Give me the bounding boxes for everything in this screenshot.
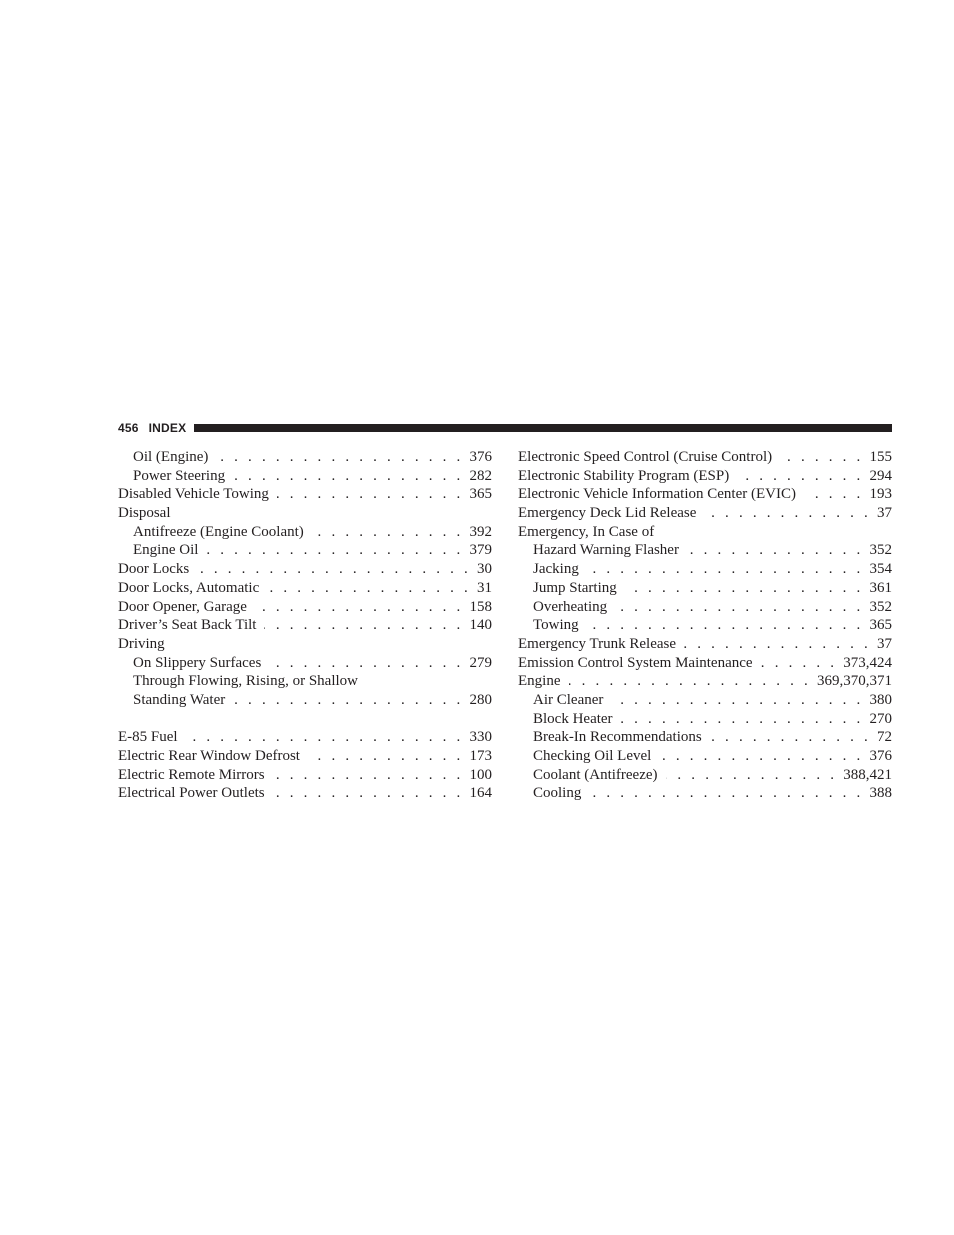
entry-label: E-85 Fuel xyxy=(118,729,178,746)
entry-page-ref: 30 xyxy=(477,561,492,578)
dot-leader xyxy=(186,728,464,747)
entry-page-ref: 376 xyxy=(869,748,892,764)
index-entry xyxy=(118,728,492,747)
index-entry xyxy=(518,654,892,673)
index-entry xyxy=(518,635,892,654)
entry-label: Emergency Trunk Release xyxy=(518,635,677,652)
index-entry xyxy=(118,485,492,504)
entry-label: Power Steering xyxy=(133,467,226,484)
dot-leader xyxy=(233,467,463,486)
entry-label: Electronic Speed Control (Cruise Control) xyxy=(518,449,773,465)
index-subentry xyxy=(518,728,892,747)
index-subentry xyxy=(118,691,492,710)
entry-page-ref: 282 xyxy=(469,467,492,484)
entry-page-ref: 388,421 xyxy=(843,766,892,783)
entry-page-ref: 280 xyxy=(469,691,492,708)
dot-leader xyxy=(312,523,464,542)
index-entry xyxy=(118,598,492,617)
dot-leader xyxy=(569,672,812,691)
entry-page-ref: 365 xyxy=(869,617,892,634)
index-subentry xyxy=(118,523,492,542)
index-entry xyxy=(118,504,492,523)
index-subentry xyxy=(518,766,892,785)
entry-label: Driving xyxy=(118,635,165,652)
dot-leader xyxy=(264,616,463,635)
index-entry xyxy=(118,579,492,598)
entry-page-ref: 31 xyxy=(477,579,492,596)
index-entry xyxy=(118,766,492,785)
index-entry xyxy=(518,448,892,467)
entry-label: Electronic Stability Program (ESP) xyxy=(518,467,730,484)
index-subentry xyxy=(118,541,492,560)
entry-label: Cooling xyxy=(533,785,582,802)
dot-leader xyxy=(587,616,864,635)
index-subentry xyxy=(518,579,892,598)
entry-label: Disposal xyxy=(118,505,171,522)
entry-page-ref: 193 xyxy=(869,486,892,503)
entry-page-ref: 352 xyxy=(869,542,892,559)
entry-label: Electric Rear Window Defrost xyxy=(118,748,300,764)
entry-page-ref: 330 xyxy=(469,729,492,746)
page-number: 456 xyxy=(118,421,139,435)
entry-label: Through Flowing, Rising, or Shallow xyxy=(133,673,359,690)
index-column-right xyxy=(518,448,892,803)
entry-label: Engine xyxy=(518,673,561,690)
entry-label: Air Cleaner xyxy=(533,691,604,708)
index-subentry xyxy=(118,467,492,486)
index-entry xyxy=(518,485,892,504)
entry-page-ref: 100 xyxy=(469,766,492,783)
entry-label: Standing Water xyxy=(133,691,226,708)
dot-leader xyxy=(308,747,464,766)
dot-leader xyxy=(277,485,464,504)
index-subentry xyxy=(518,747,892,766)
entry-label: Coolant (Antifreeze) xyxy=(533,766,658,783)
dot-leader xyxy=(804,485,864,504)
entry-label: Antifreeze (Engine Coolant) xyxy=(133,523,304,540)
header-rule xyxy=(194,424,892,432)
entry-page-ref: 155 xyxy=(869,449,892,465)
entry-label: Hazard Warning Flasher xyxy=(533,542,679,559)
index-subentry xyxy=(518,691,892,710)
dot-leader xyxy=(197,560,471,579)
dot-leader xyxy=(684,635,871,654)
index-subentry xyxy=(518,598,892,617)
entry-page-ref: 270 xyxy=(869,710,892,727)
entry-label: Jacking xyxy=(533,561,579,578)
dot-leader xyxy=(611,691,863,710)
dot-leader xyxy=(587,560,864,579)
entry-page-ref: 294 xyxy=(869,467,892,484)
entry-page-ref: 37 xyxy=(877,635,892,652)
dot-leader xyxy=(273,766,464,785)
index-entry xyxy=(118,616,492,635)
index-entry xyxy=(118,747,492,766)
index-subentry xyxy=(518,616,892,635)
entry-page-ref: 37 xyxy=(877,505,892,522)
dot-leader xyxy=(255,598,464,617)
index-subentry xyxy=(118,672,492,691)
index-subentry xyxy=(518,560,892,579)
entry-label: Overheating xyxy=(533,598,608,615)
entry-label: Electric Remote Mirrors xyxy=(118,766,265,783)
entry-page-ref: 380 xyxy=(869,691,892,708)
dot-leader xyxy=(761,654,838,673)
index-entry xyxy=(118,560,492,579)
dot-leader xyxy=(687,541,864,560)
entry-page-ref: 158 xyxy=(469,598,492,615)
entry-page-ref: 392 xyxy=(469,523,492,540)
dot-leader xyxy=(621,710,864,729)
dot-leader xyxy=(666,766,838,785)
entry-page-ref: 164 xyxy=(469,785,492,802)
dot-leader xyxy=(704,504,871,523)
entry-page-ref: 369,370,371 xyxy=(817,673,892,690)
entry-label: Electronic Vehicle Information Center (EVIC) xyxy=(518,486,796,503)
entry-label: Oil (Engine) xyxy=(133,449,209,465)
index-subentry xyxy=(518,784,892,803)
index-entry xyxy=(518,672,892,691)
index-subentry xyxy=(518,541,892,560)
entry-page-ref: 373,424 xyxy=(843,654,892,671)
index-entry xyxy=(118,635,492,654)
dot-leader xyxy=(737,467,863,486)
entry-page-ref: 376 xyxy=(469,449,492,465)
entry-label: Disabled Vehicle Towing xyxy=(118,486,269,503)
entry-label: Jump Starting xyxy=(533,579,617,596)
entry-label: Towing xyxy=(533,617,579,634)
entry-page-ref: 279 xyxy=(469,654,492,671)
entry-label: Door Locks xyxy=(118,561,190,578)
index-spacer xyxy=(118,710,492,729)
entry-page-ref: 140 xyxy=(469,617,492,634)
entry-label: Electrical Power Outlets xyxy=(118,785,265,802)
entry-page-ref: 354 xyxy=(869,561,892,578)
dot-leader xyxy=(659,747,863,766)
entry-label: On Slippery Surfaces xyxy=(133,654,262,671)
entry-label: Break-In Recommendations xyxy=(533,729,702,746)
dot-leader xyxy=(589,784,863,803)
dot-leader xyxy=(625,579,864,598)
dot-leader xyxy=(267,579,471,598)
entry-page-ref: 388 xyxy=(869,785,892,802)
entry-label: Block Heater xyxy=(533,710,613,727)
entry-page-ref: 379 xyxy=(469,542,492,559)
index-subentry xyxy=(118,654,492,673)
entry-label: Driver’s Seat Back Tilt xyxy=(118,617,257,634)
entry-label: Emergency, In Case of xyxy=(518,523,655,540)
index-entry xyxy=(518,467,892,486)
entry-label: Emergency Deck Lid Release xyxy=(518,505,697,522)
entry-label: Door Opener, Garage xyxy=(118,598,247,615)
dot-leader xyxy=(710,728,871,747)
entry-page-ref: 361 xyxy=(869,579,892,596)
entry-label: Checking Oil Level xyxy=(533,748,652,764)
index-subentry xyxy=(518,710,892,729)
dot-leader xyxy=(216,448,463,467)
entry-label: Emission Control System Maintenance xyxy=(518,654,753,671)
dot-leader xyxy=(233,691,463,710)
page-header xyxy=(118,420,892,436)
entry-label: Door Locks, Automatic xyxy=(118,579,260,596)
index-column-left xyxy=(118,448,492,803)
index-entry xyxy=(518,523,892,542)
dot-leader xyxy=(273,784,464,803)
index-subentry xyxy=(118,448,492,467)
dot-leader xyxy=(269,654,463,673)
index-entry xyxy=(118,784,492,803)
entry-page-ref: 173 xyxy=(469,748,492,764)
entry-label: Engine Oil xyxy=(133,542,199,559)
section-title: INDEX xyxy=(148,421,187,435)
entry-page-ref: 72 xyxy=(877,729,892,746)
entry-page-ref: 352 xyxy=(869,598,892,615)
dot-leader xyxy=(615,598,863,617)
dot-leader xyxy=(780,448,863,467)
dot-leader xyxy=(206,541,463,560)
entry-page-ref: 365 xyxy=(469,486,492,503)
index-entry xyxy=(518,504,892,523)
